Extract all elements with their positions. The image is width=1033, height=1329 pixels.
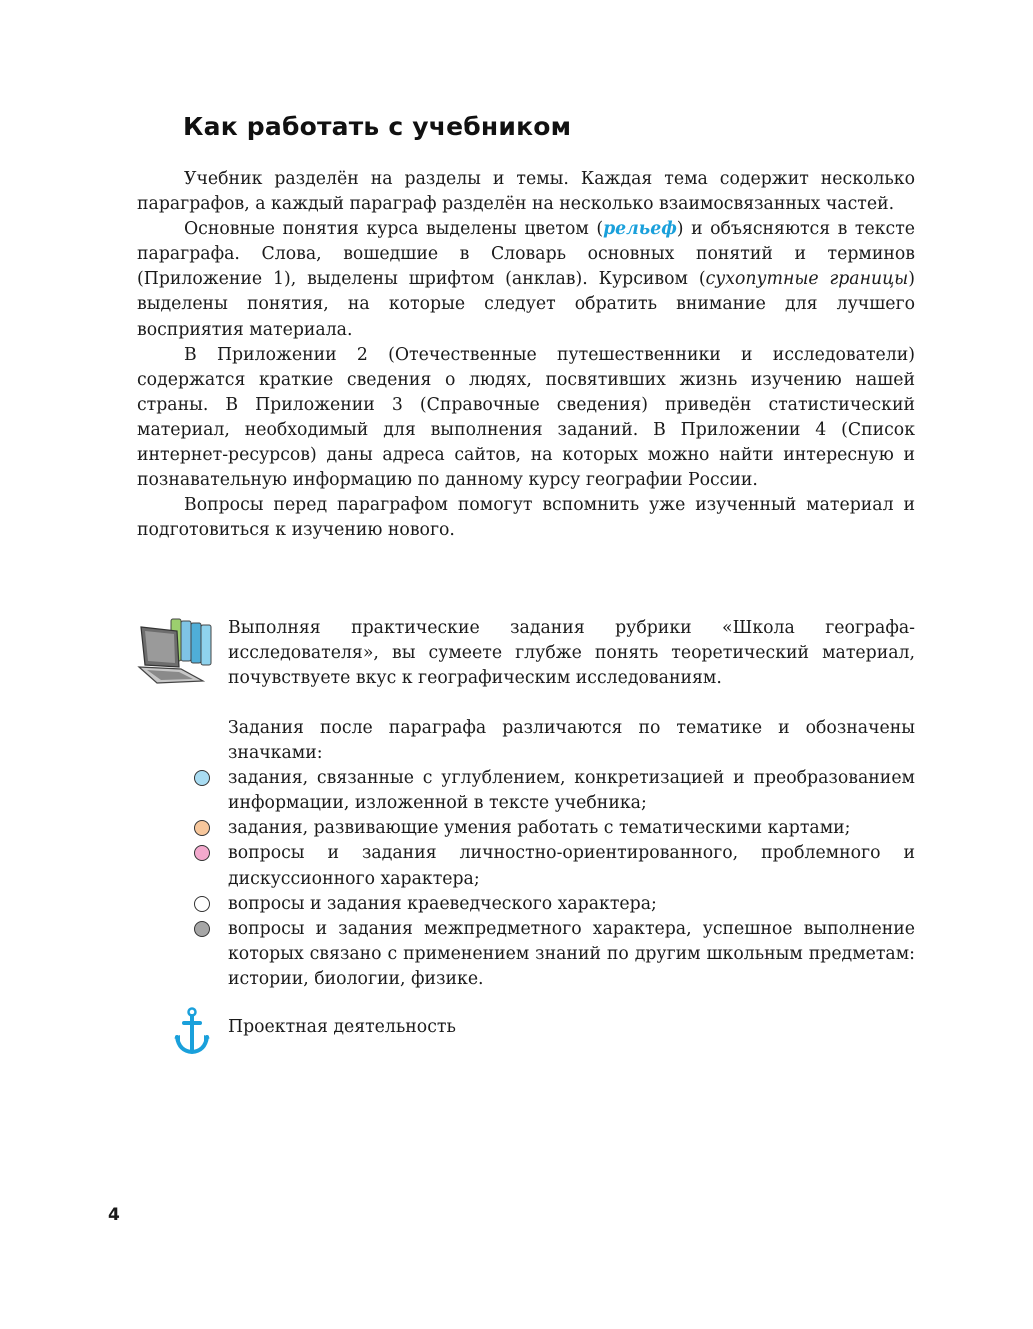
- task-item-blue: [228, 766, 915, 816]
- project-block: [173, 1007, 773, 1059]
- laptop-books-icon: [137, 615, 215, 687]
- practical-text: Выполняя практические задания рубрики «Школа географа-исследователя», вы сумеете глубже понять теоретический материал, почувствуете вкус к географическим исследованиям.: [228, 618, 915, 689]
- paragraph-4: Вопросы перед параграфом помогут вспомнить уже изученный материал и подготовиться к изучению нового.: [137, 495, 915, 541]
- paragraph-2: [137, 217, 915, 342]
- practical-block: [137, 611, 915, 691]
- task-item-text: задания, развивающие умения работать с тематическими картами;: [228, 818, 851, 839]
- task-item-orange: [228, 816, 915, 841]
- project-label: Проектная деятельность: [228, 1017, 456, 1037]
- paragraph-2-part-b: ) и объясняются в тексте параграфа. Слова, вошедшие в Словарь основных понятий и терминов (Приложение 1), выделены шрифтом (анклав). Курсивом (: [137, 219, 915, 290]
- intro-text: [137, 167, 915, 543]
- task-item-text: вопросы и задания личностно-ориентированного, проблемного и дискуссионного характера;: [228, 843, 915, 889]
- page-number: 4: [108, 1205, 120, 1225]
- paragraph-1: Учебник разделён на разделы и темы. Каждая тема содержит несколько параграфов, а каждый параграф разделён на несколько взаимосвязанных частей.: [137, 169, 915, 215]
- anchor-icon: [173, 1007, 211, 1057]
- task-item-pink: [228, 841, 915, 891]
- task-item-text: вопросы и задания краеведческого характера;: [228, 893, 657, 914]
- paragraph-2-part-a: Основные понятия курса выделены цветом (: [184, 219, 604, 240]
- task-item-text: задания, связанные с углублением, конкретизацией и преобразованием информации, изложенной в тексте учебника;: [228, 768, 915, 814]
- task-item-text: вопросы и задания межпредметного характера, успешное выполнение которых связано с применением знаний по другим школьным предметам: истории, биологии, физике.: [228, 918, 915, 989]
- gray-circle-icon: [194, 921, 210, 937]
- italic-term: сухопутные границы: [705, 269, 909, 290]
- task-legend: [137, 716, 915, 992]
- task-item-gray: [228, 917, 915, 992]
- pink-circle-icon: [194, 845, 210, 861]
- page-title: Как работать с учебником: [183, 112, 572, 141]
- paragraph-2-part-c: ) выделены понятия, на которые следует обратить внимание для лучшего восприятия материала.: [137, 269, 915, 340]
- task-item-white: [228, 892, 915, 917]
- blue-circle-icon: [194, 770, 210, 786]
- orange-circle-icon: [194, 820, 210, 836]
- paragraph-3: В Приложении 2 (Отечественные путешественники и исследователи) содержатся краткие сведения о людях, посвятивших жизнь изучению нашей страны. В Приложении 3 (Справочные сведения) приведён статистический материал, необходимый для выполнения заданий. В Приложении 4 (Список интернет-ресурсов) даны адреса сайтов, на которых можно найти интересную и познавательную информацию по данному курсу географии России.: [137, 344, 915, 491]
- tasks-intro: Задания после параграфа различаются по тематике и обозначены значками:: [228, 718, 915, 764]
- white-circle-icon: [194, 896, 210, 912]
- key-term-relief: рельеф: [603, 219, 677, 240]
